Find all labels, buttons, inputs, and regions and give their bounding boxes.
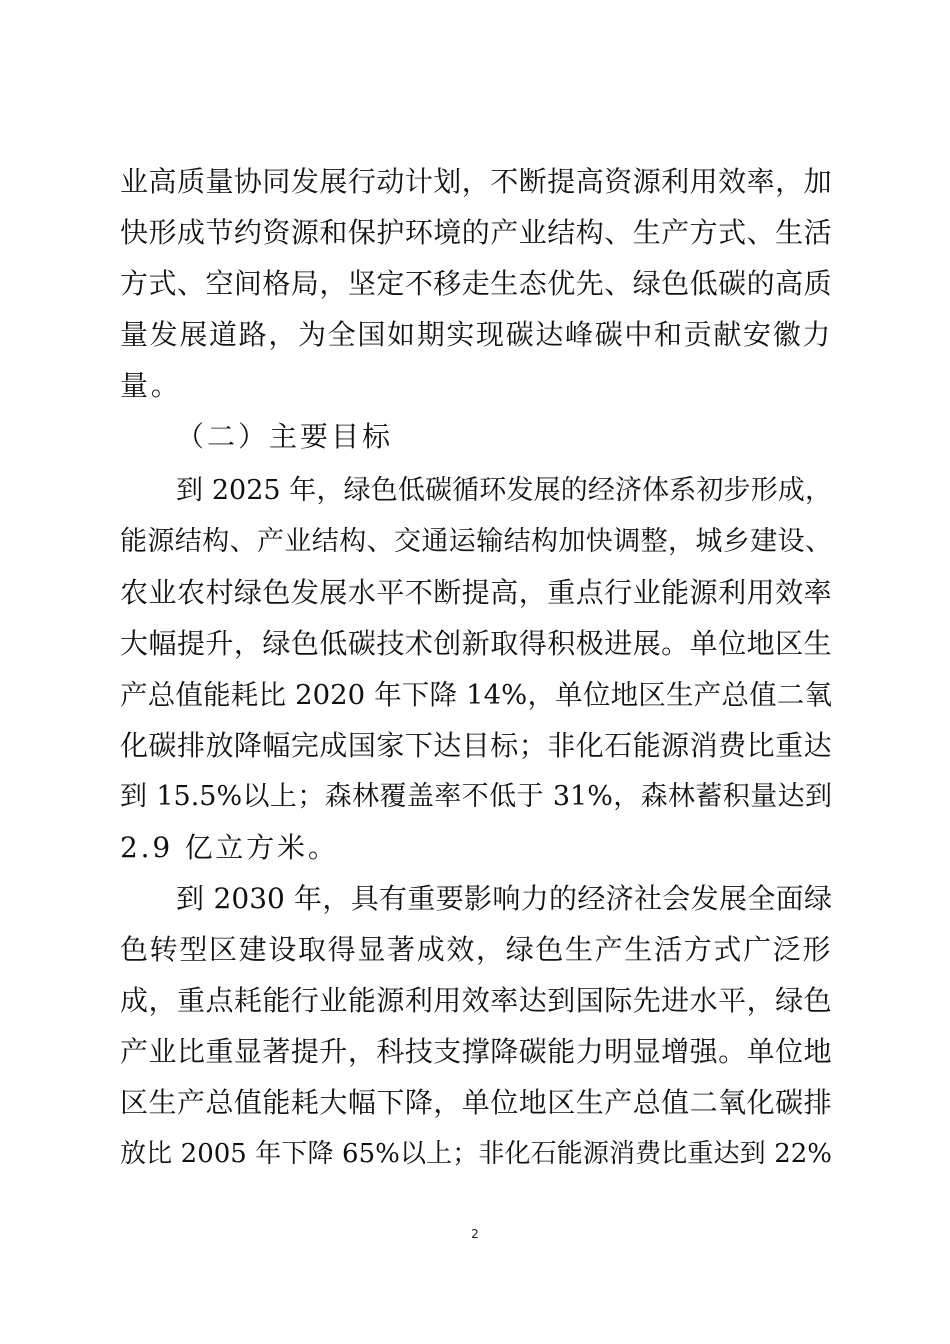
paragraph-2-line-7: 到 15.5%以上；森林覆盖率不低于 31%，森林蓄积量达到 [120,781,832,812]
paragraph-2-line-6: 化碳排放降幅完成国家下达目标；非化石能源消费比重达 [120,729,832,762]
paragraph-3-line-2: 色转型区建设取得显著成效，绿色生产生活方式广泛形 [120,933,832,966]
page-number: 2 [471,1227,479,1241]
paragraph-1-line-1: 业高质量协同发展行动计划，不断提高资源利用效率，加 [120,165,832,198]
paragraph-1-line-4: 量发展道路，为全国如期实现碳达峰碳中和贡献安徽力 [120,318,832,351]
paragraph-2-line-5: 产总值能耗比 2020 年下降 14%，单位地区生产总值二氧 [120,679,832,711]
paragraph-2-line-3: 农业农村绿色发展水平不断提高，重点行业能源利用效率 [120,576,832,609]
paragraph-2-line-2: 能源结构、产业结构、交通运输结构加快调整，城乡建设、 [120,526,832,557]
section-heading: （二）主要目标 [176,420,394,453]
paragraph-3-line-3: 成，重点耗能行业能源利用效率达到国际先进水平，绿色 [120,984,832,1017]
paragraph-1-line-5: 量。 [120,369,182,402]
paragraph-2-line-8: 2.9 亿立方米。 [120,831,339,864]
paragraph-3-line-5: 区生产总值能耗大幅下降，单位地区生产总值二氧化碳排 [120,1086,832,1119]
paragraph-2-line-4: 大幅提升，绿色低碳技术创新取得积极进展。单位地区生 [120,627,832,660]
paragraph-3-line-6: 放比 2005 年下降 65%以上；非化石能源消费比重达到 22% [120,1139,832,1169]
paragraph-1-line-2: 快形成节约资源和保护环境的产业结构、生产方式、生活 [120,216,832,249]
paragraph-1-line-3: 方式、空间格局，坚定不移走生态优先、绿色低碳的高质 [120,267,832,300]
paragraph-3-line-4: 产业比重显著提升，科技支撑降碳能力明显增强。单位地 [120,1035,832,1068]
paragraph-2-line-1: 到 2025 年，绿色低碳循环发展的经济体系初步形成， [176,475,832,506]
paragraph-3-line-1: 到 2030 年，具有重要影响力的经济社会发展全面绿 [176,882,832,915]
